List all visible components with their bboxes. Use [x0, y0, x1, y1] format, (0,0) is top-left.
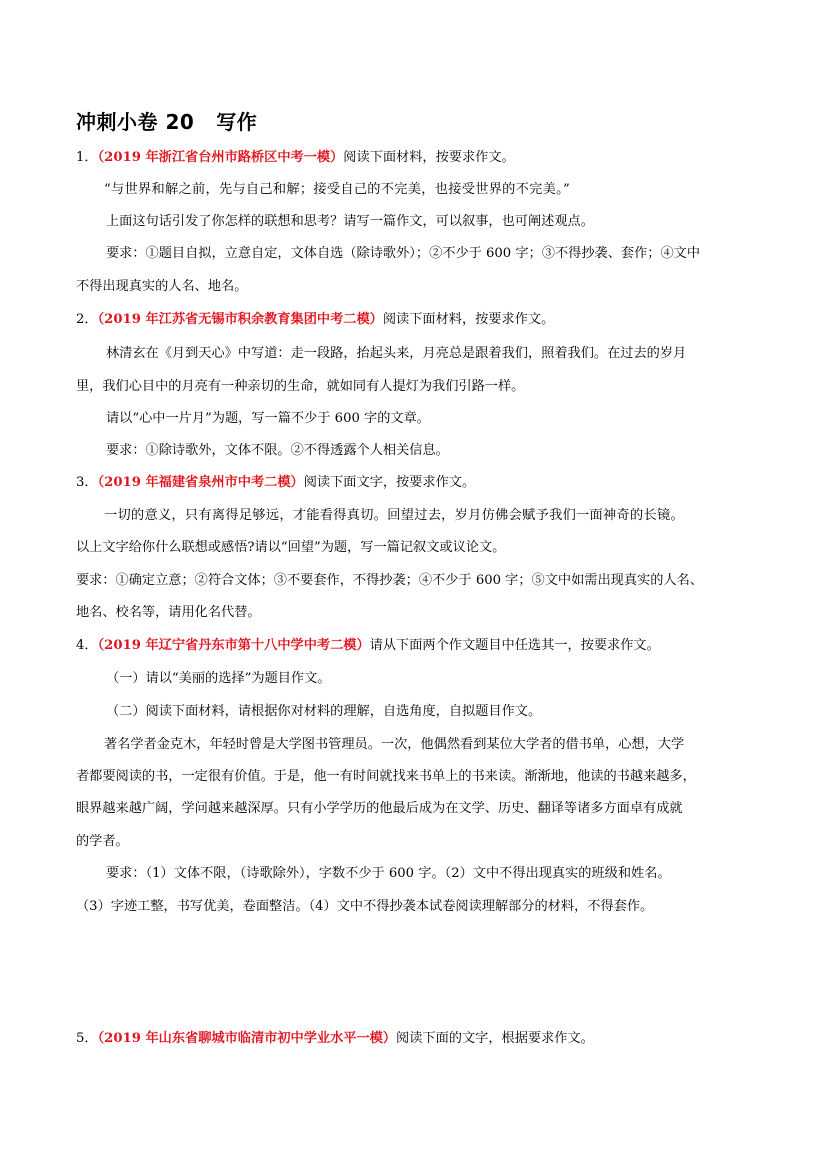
- q5-number: 5．: [76, 1031, 98, 1046]
- q3-prompt: 阅读下面文字，按要求作文。: [303, 475, 476, 490]
- q4-heading: [76, 636, 660, 656]
- q2-requirement: 要求：①除诗歌外，文体不限。②不得透露个人相关信息。: [106, 443, 449, 458]
- q5-source: （2019 年山东省聊城市临清市初中学业水平一模）: [97, 1031, 397, 1046]
- q5-heading: [76, 1029, 594, 1049]
- q4-material-line-2: 者都要阅读的书，一定很有价值。于是，他一有时间就找来书单上的书来读。渐渐地，他读的书越来越多，: [76, 769, 696, 784]
- q4-requirement-line-1: 要求：（1）文体不限，（诗歌除外），字数不少于 600 字。（2）文中不得出现真实的班级和姓名。: [106, 866, 671, 881]
- q3-requirement-line-1: 要求：①确定立意；②符合文体；③不要套作，不得抄袭；④不少于 600 字；⑤文中如需出现真实的人名、: [76, 573, 703, 588]
- q5-prompt: 阅读下面的文字，根据要求作文。: [396, 1031, 594, 1046]
- q1-heading: [76, 148, 515, 168]
- q4-material-line-3: 眼界越来越广阔，学问越来越深厚。只有小学学历的他最后成为在文学、历史、翻译等诸多方面卓有成就: [76, 801, 683, 816]
- q4-option-1: （一）请以“美丽的选择”为题目作文。: [106, 671, 331, 686]
- q3-number: 3．: [76, 475, 98, 490]
- title-main: 冲刺小卷 20: [76, 110, 195, 134]
- q1-prompt: 阅读下面材料，按要求作文。: [343, 150, 515, 165]
- q3-ask: 以上文字给你什么联想或感悟?请以“回望”为题，写一篇记叙文或议论文。: [76, 540, 506, 555]
- q4-prompt: 请从下面两个作文题目中任选其一，按要求作文。: [369, 638, 660, 653]
- q3-source: （2019 年福建省泉州市中考二模）: [97, 475, 304, 490]
- title-sub: 写作: [216, 110, 258, 134]
- q1-source: （2019 年浙江省台州市路桥区中考一模）: [97, 150, 344, 165]
- q2-ask: 请以“心中一片月”为题，写一篇不少于 600 字的文章。: [106, 411, 430, 426]
- q4-number: 4．: [76, 638, 98, 653]
- q4-source: （2019 年辽宁省丹东市第十八中学中考二模）: [97, 638, 370, 653]
- q3-heading: [76, 473, 475, 493]
- q4-material-line-4: 的学者。: [76, 834, 129, 849]
- q4-requirement-line-2: （3）字迹工整，书写优美，卷面整洁。（4）文中不得抄袭本试卷阅读理解部分的材料，不得套作。: [76, 899, 654, 914]
- q2-number: 2．: [76, 312, 98, 327]
- q2-material-line-1: 林清玄在《月到天心》中写道：走一段路，抬起头来，月亮总是跟着我们，照着我们。在过去的岁月: [106, 346, 687, 361]
- q1-quote: “与世界和解之前，先与自己和解；接受自己的不完美，也接受世界的不完美。”: [104, 182, 571, 197]
- q2-source: （2019 年江苏省无锡市积余教育集团中考二模）: [97, 312, 383, 327]
- q2-heading: [76, 310, 554, 330]
- q1-requirement-line-2: 不得出现真实的人名、地名。: [76, 279, 248, 294]
- q2-material-line-2: 里，我们心目中的月亮有一种亲切的生命，就如同有人提灯为我们引路一样。: [76, 379, 525, 394]
- q1-requirement-line-1: 要求：①题目自拟，立意自定，文体自选（除诗歌外）；②不少于 600 字；③不得抄袭、套作；④文中: [106, 246, 701, 261]
- q4-material-line-1: 著名学者金克木，年轻时曾是大学图书管理员。一次，他偶然看到某位大学者的借书单，心想，大学: [104, 737, 685, 752]
- q3-requirement-line-2: 地名、校名等，请用化名代替。: [76, 605, 261, 620]
- q1-ask: 上面这句话引发了你怎样的联想和思考？请写一篇作文，可以叙事，也可阐述观点。: [106, 214, 594, 229]
- q3-quote: 一切的意义，只有离得足够远，才能看得真切。回望过去，岁月仿佛会赋予我们一面神奇的长镜。: [104, 508, 684, 523]
- q1-number: 1．: [76, 150, 98, 165]
- page-title: [76, 106, 257, 135]
- q4-option-2: （二）阅读下面材料，请根据你对材料的理解，自选角度，自拟题目作文。: [106, 704, 542, 719]
- q2-prompt: 阅读下面材料，按要求作文。: [382, 312, 555, 327]
